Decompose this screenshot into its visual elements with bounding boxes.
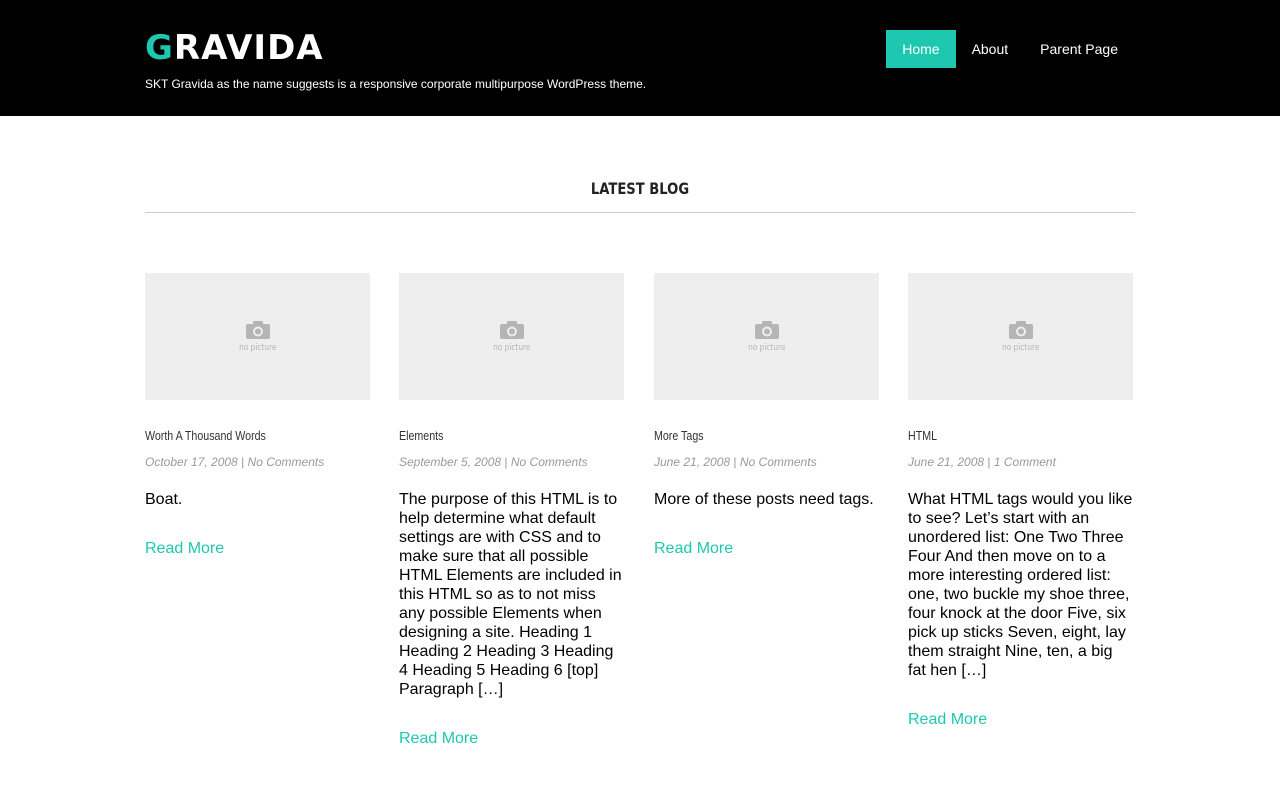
post-meta: June 21, 2008 | No Comments xyxy=(654,455,817,469)
blog-post-card xyxy=(908,273,1133,728)
post-comments-link[interactable]: No Comments xyxy=(510,455,588,469)
post-thumbnail[interactable] xyxy=(908,273,1133,400)
post-thumbnail[interactable] xyxy=(145,273,370,400)
read-more-link[interactable]: Read More xyxy=(399,730,479,747)
post-thumbnail[interactable] xyxy=(654,273,879,400)
site-logo[interactable] xyxy=(145,28,324,68)
post-date: June 21, 2008 xyxy=(654,455,731,469)
camera-icon xyxy=(499,320,525,340)
post-date: September 5, 2008 xyxy=(399,455,502,469)
read-more-link[interactable]: Read More xyxy=(654,540,734,557)
post-title[interactable]: More Tags xyxy=(654,428,704,443)
site-header xyxy=(0,0,1280,116)
post-comments-link[interactable]: No Comments xyxy=(247,455,325,469)
section-title: LATEST BLOG xyxy=(590,179,690,198)
nav-item-home[interactable]: Home xyxy=(886,30,955,68)
post-comments-link[interactable]: 1 Comment xyxy=(993,455,1056,469)
blog-post-card xyxy=(399,273,624,747)
post-thumbnail[interactable] xyxy=(399,273,624,400)
post-excerpt: Boat. xyxy=(145,491,183,508)
post-date: June 21, 2008 xyxy=(908,455,985,469)
post-comments-link[interactable]: No Comments xyxy=(739,455,817,469)
read-more-link[interactable]: Read More xyxy=(145,540,225,557)
blog-post-card xyxy=(145,273,370,557)
post-excerpt-block xyxy=(399,490,624,748)
camera-icon xyxy=(1008,320,1034,340)
post-meta: June 21, 2008 | 1 Comment xyxy=(908,455,1056,469)
camera-icon xyxy=(245,320,271,340)
post-title[interactable]: Elements xyxy=(399,428,444,443)
post-meta: September 5, 2008 | No Comments xyxy=(399,455,588,469)
site-tagline: SKT Gravida as the name suggests is a responsive corporate multipurpose WordPress theme. xyxy=(145,77,647,91)
nav-item-about[interactable]: About xyxy=(971,41,1009,57)
post-meta: October 17, 2008 | No Comments xyxy=(145,455,325,469)
read-more-link[interactable]: Read More xyxy=(908,711,988,728)
main-nav xyxy=(886,30,1134,68)
logo-text: RAVIDA xyxy=(173,28,324,68)
post-title[interactable]: HTML xyxy=(908,428,938,443)
post-excerpt-block xyxy=(654,490,879,558)
camera-icon xyxy=(754,320,780,340)
no-picture-label: no picture xyxy=(492,343,531,353)
no-picture-label: no picture xyxy=(747,343,786,353)
post-excerpt-block xyxy=(145,490,370,558)
post-excerpt: What HTML tags would you like to see? Let’s start with an unordered list: One Two Three Four And then move on to a more interesting ordered list: one, two buckle my shoe three, four knock at the door Five, six pick up sticks Seven, eight, lay them straight Nine, ten, a big fat hen […] xyxy=(908,491,1133,679)
title-divider xyxy=(145,212,1135,213)
no-picture-label: no picture xyxy=(1001,343,1040,353)
post-date: October 17, 2008 xyxy=(145,455,238,469)
logo-initial: G xyxy=(145,28,174,68)
nav-item-parent-page[interactable]: Parent Page xyxy=(1040,41,1118,57)
post-title[interactable]: Worth A Thousand Words xyxy=(145,428,266,443)
no-picture-label: no picture xyxy=(238,343,277,353)
post-excerpt: More of these posts need tags. xyxy=(654,491,874,508)
post-excerpt: The purpose of this HTML is to help determine what default settings are with CSS and to make sure that all possible HTML Elements are included in this HTML so as to not miss any possible Elements when designing a site. Heading 1 Heading 2 Heading 3 Heading 4 Heading 5 Heading 6 [top] Paragraph […] xyxy=(399,491,622,698)
blog-post-card xyxy=(654,273,879,557)
post-excerpt-block xyxy=(908,490,1133,729)
